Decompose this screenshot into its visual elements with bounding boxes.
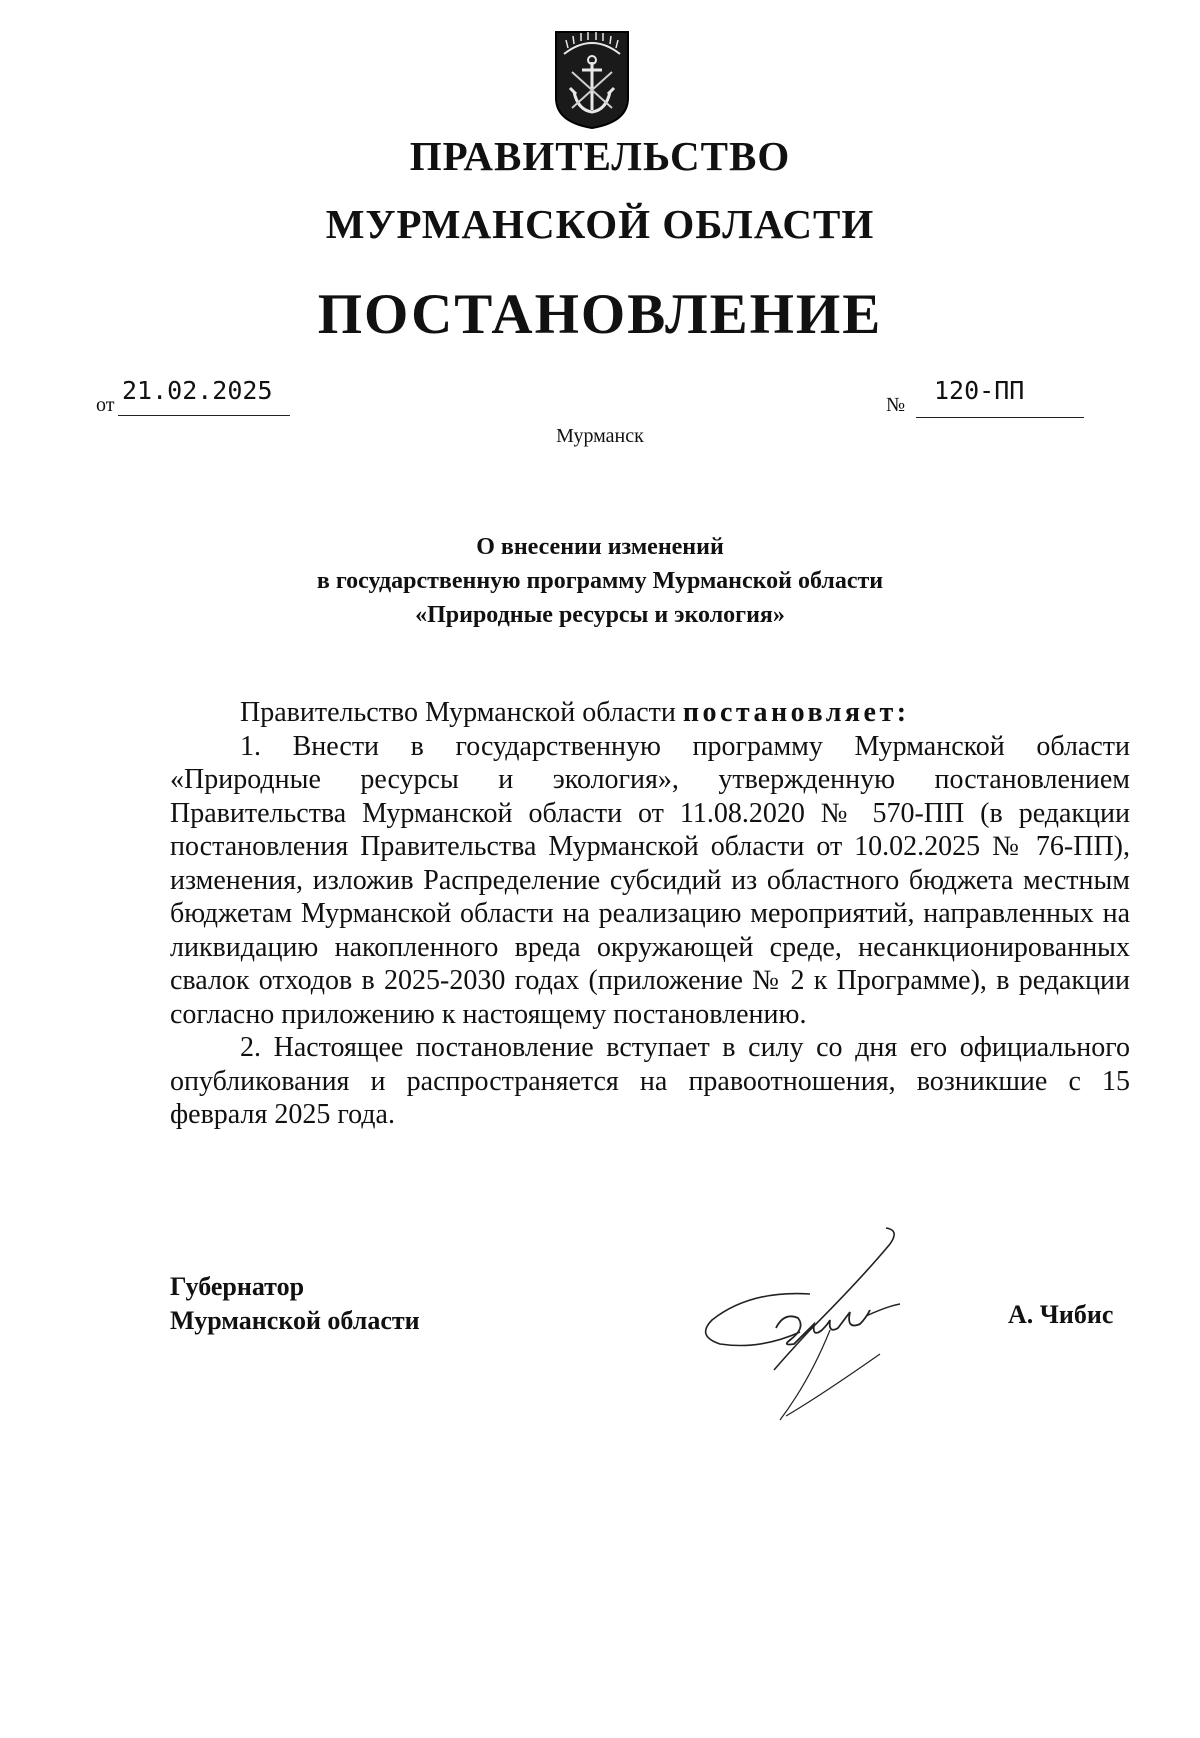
item-1: 1. Внести в государственную программу Мурманской области «Природные ресурсы и экология», утвержденную постановлением Правительства Мурманской области от 11.08.2020 № 570-ПП (в редакции постановления Правительства Мурманской области от 10.02.2025 № 76-ПП), изменения, изложив Распределение субсидий из областного бюджета местным бюджетам Мурманской области на реализацию мероприятий, направленных на ликвидацию накопленного вреда окружающей среде, несанкционированных свалок отходов в 2025-2030 годах (приложение № 2 к Программе), в редакции согласно приложению к настоящему постановлению. — [170, 730, 1130, 1030]
number-underline — [916, 417, 1084, 418]
subject-line2: в государственную программу Мурманской области — [316, 568, 884, 594]
org-name-line1: ПРАВИТЕЛЬСТВО — [409, 133, 791, 179]
subject-line1: О внесении изменений — [476, 534, 724, 560]
position-line1: Губернатор — [170, 1272, 305, 1301]
intro-verb: постановляет: — [682, 697, 910, 728]
handwritten-signature — [690, 1220, 950, 1430]
date-prefix: от — [96, 394, 115, 416]
signatory-name: А. Чибис — [1008, 1300, 1114, 1329]
city: Мурманск — [556, 425, 644, 447]
document-number: 120-ПП — [934, 376, 1025, 405]
coat-of-arms-icon — [554, 30, 630, 130]
signatory-position — [170, 1270, 420, 1338]
number-prefix: № — [886, 394, 906, 416]
intro-text: Правительство Мурманской области — [240, 697, 683, 728]
document-type: ПОСТАНОВЛЕНИЕ — [317, 283, 883, 346]
document-subject — [0, 530, 1200, 632]
org-name-line2: МУРМАНСКОЙ ОБЛАСТИ — [325, 201, 875, 247]
document-body — [170, 696, 1130, 1132]
intro-paragraph — [170, 696, 1130, 730]
item-2: 2. Настоящее постановление вступает в силу со дня его официального опубликования и распространяется на правоотношения, возникшие с 15 февраля 2025 года. — [170, 1032, 1130, 1130]
date-underline — [118, 415, 290, 416]
position-line2: Мурманской области — [170, 1306, 420, 1335]
subject-line3: «Природные ресурсы и экология» — [415, 602, 785, 628]
document-date: 21.02.2025 — [122, 376, 273, 405]
